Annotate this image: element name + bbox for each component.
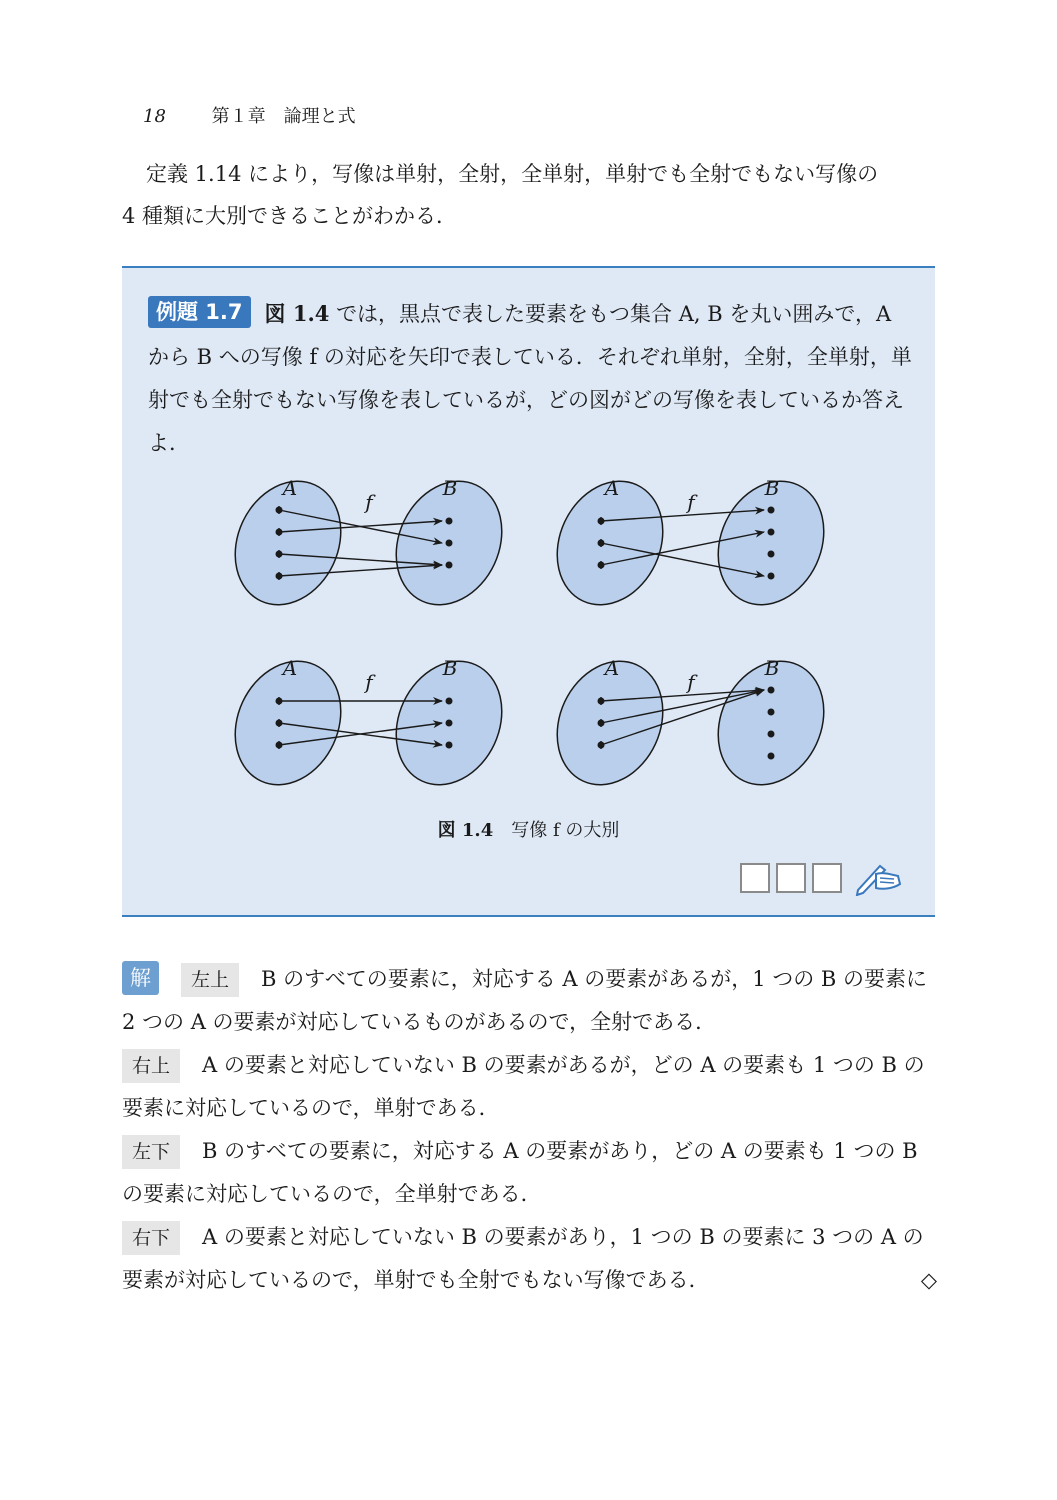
intro-line-2: 4 種類に大別できることがわかる． xyxy=(122,204,458,228)
element-dot xyxy=(768,731,775,738)
set-b-label: B xyxy=(442,656,458,680)
set-a-label: A xyxy=(282,656,298,680)
map-label: f xyxy=(687,670,695,694)
checkbox-group xyxy=(740,860,904,896)
set-b-label: B xyxy=(764,476,780,500)
element-dot xyxy=(446,698,453,705)
running-header xyxy=(143,102,356,128)
case-text: A の要素と対応していない B の要素があり，1 つの B の要素に 3 つの A の要素が対応しているので，単射でも全射でもない写像である． xyxy=(122,1225,924,1292)
example-text: では，黒点で表した要素をもつ集合 A, B を丸い囲みで，A から B への写像 f の対応を矢印で表している．それぞれ単射，全射，全単射，単射でも全射でもない写像を表しているが，どの図がどの写像を表しているか答えよ． xyxy=(148,302,912,455)
intro-line-1: 定義 1.14 により，写像は単射，全射，全単射，単射でも全射でもない写像の xyxy=(146,162,879,186)
checkbox[interactable] xyxy=(812,863,842,893)
case-text: B のすべての要素に，対応する A の要素があり，どの A の要素も 1 つの B の要素に対応しているので，全単射である． xyxy=(122,1139,918,1206)
mapping-panel xyxy=(538,473,842,622)
set-b-label: B xyxy=(442,476,458,500)
element-dot xyxy=(446,720,453,727)
caption-text: 写像 f の大別 xyxy=(511,820,620,841)
element-dot xyxy=(446,562,453,569)
set-a-label: A xyxy=(282,476,298,500)
mapping-panel xyxy=(538,644,842,802)
element-dot xyxy=(768,573,775,580)
case-tag: 右上 xyxy=(122,1049,180,1083)
element-dot xyxy=(446,540,453,547)
map-label: f xyxy=(687,490,695,514)
caption-number: 図 1.4 xyxy=(437,820,494,841)
mapping-panel xyxy=(222,644,521,802)
element-dot xyxy=(768,551,775,558)
element-dot xyxy=(768,507,775,514)
map-label: f xyxy=(365,490,373,514)
set-a-label: A xyxy=(604,476,620,500)
intro-paragraph xyxy=(122,153,937,237)
checkbox[interactable] xyxy=(776,863,806,893)
element-dot xyxy=(768,753,775,760)
solution-section xyxy=(122,958,937,1302)
pen-hand-icon xyxy=(854,860,904,896)
mapping-figure xyxy=(222,473,842,803)
set-a-label: A xyxy=(604,656,620,680)
solution-case xyxy=(122,1216,937,1302)
set-b-label: B xyxy=(764,656,780,680)
case-text: B のすべての要素に，対応する A の要素があるが，1 つの B の要素に 2 つの A の要素が対応しているものがあるので，全射である． xyxy=(122,967,928,1034)
page-number: 18 xyxy=(143,106,166,127)
element-dot xyxy=(768,709,775,716)
case-tag: 右下 xyxy=(122,1221,180,1255)
figure-reference: 図 1.4 xyxy=(264,301,330,326)
solution-case xyxy=(122,1130,937,1216)
element-dot xyxy=(768,529,775,536)
case-tag: 左下 xyxy=(122,1135,180,1169)
element-dot xyxy=(446,742,453,749)
solution-case xyxy=(122,958,937,1044)
solution-badge: 解 xyxy=(122,961,159,995)
element-dot xyxy=(446,518,453,525)
element-dot xyxy=(768,687,775,694)
case-text: A の要素と対応していない B の要素があるが，どの A の要素も 1 つの B の要素に対応しているので，単射である． xyxy=(122,1053,925,1120)
map-label: f xyxy=(365,670,373,694)
example-badge: 例題 1.7 xyxy=(148,296,251,328)
solution-case xyxy=(122,1044,937,1130)
chapter-title: 第１章 論理と式 xyxy=(211,106,356,127)
mapping-panel xyxy=(222,473,521,622)
case-tag: 左上 xyxy=(181,963,239,997)
checkbox[interactable] xyxy=(740,863,770,893)
end-mark: ◇ xyxy=(920,1268,937,1292)
figure-caption xyxy=(122,816,935,842)
example-box xyxy=(122,266,935,917)
example-question xyxy=(148,292,913,465)
